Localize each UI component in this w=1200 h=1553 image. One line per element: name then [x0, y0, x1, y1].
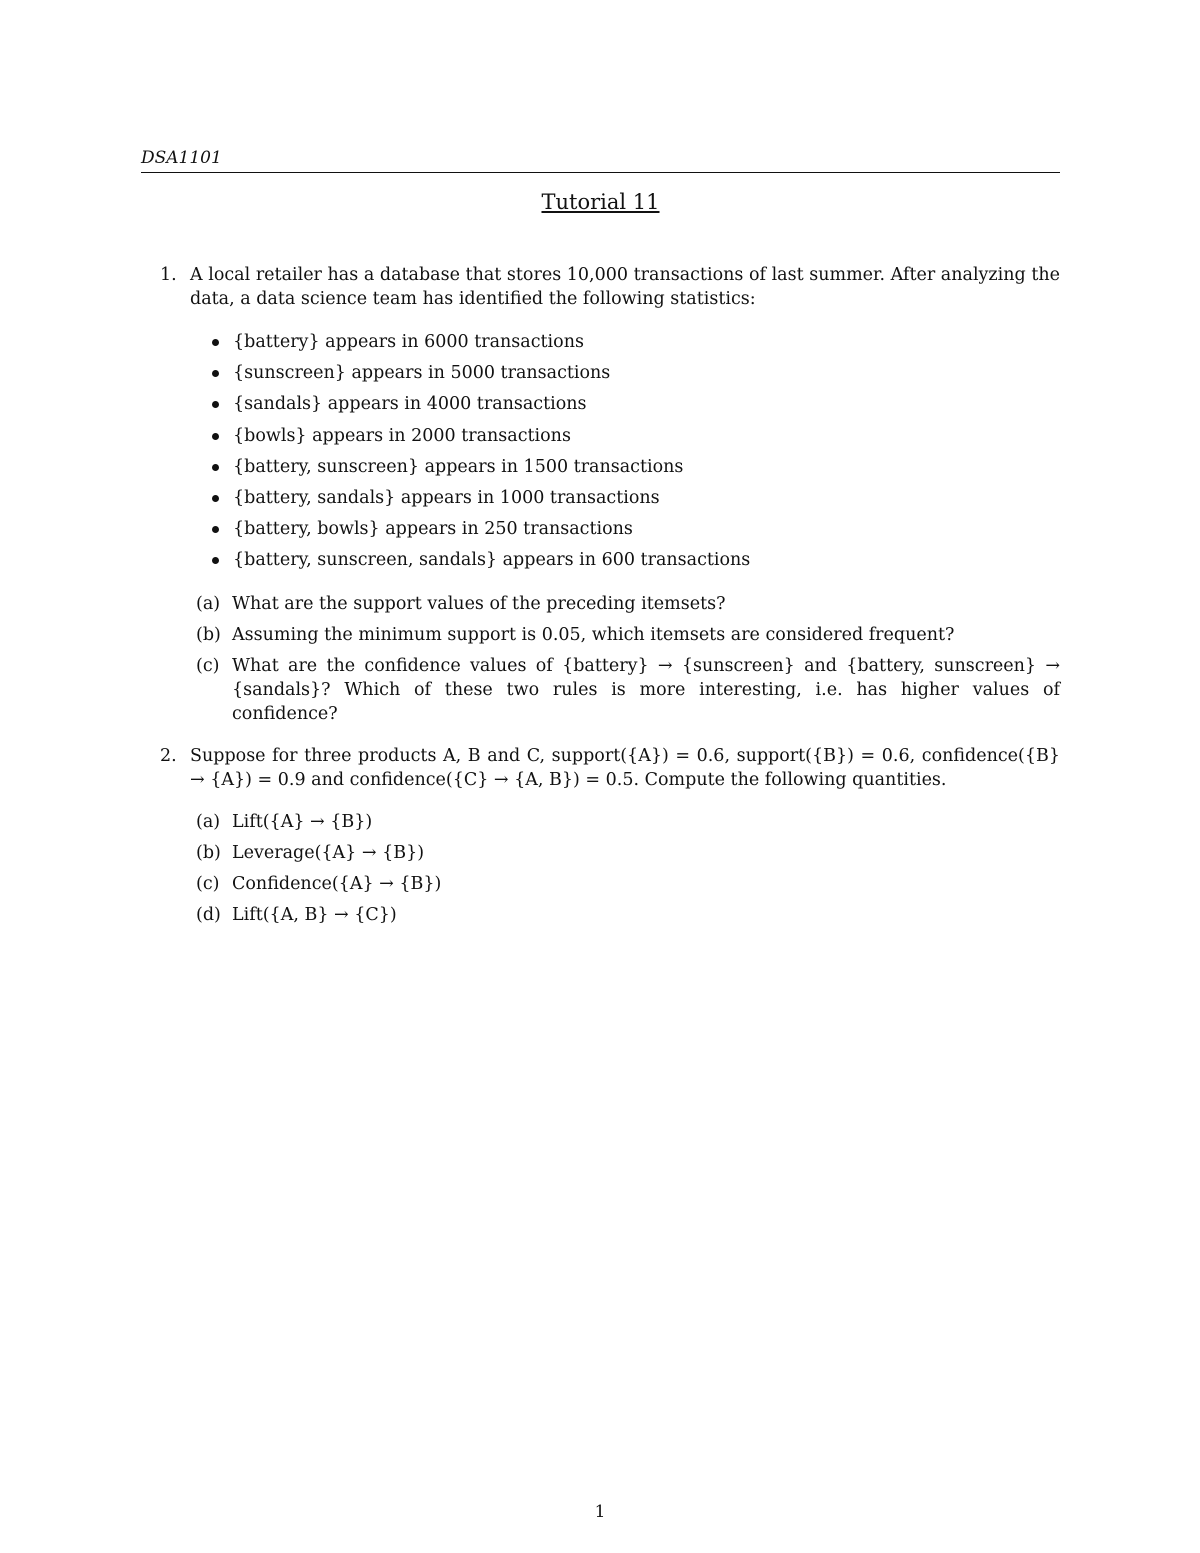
sub-question-label: (b)	[196, 843, 221, 863]
problem-1	[160, 263, 1060, 311]
page-header	[141, 146, 1060, 173]
bullet-icon	[212, 557, 219, 564]
sub-question-text: Lift({A} → {B})	[232, 812, 373, 832]
list-item-text: {battery} appears in 6000 transactions	[233, 332, 584, 352]
title-text: Tutorial 11	[541, 190, 660, 214]
sub-question-label: (d)	[196, 905, 221, 925]
sub-question	[196, 654, 1060, 726]
bullet-icon	[212, 339, 219, 346]
bullet-icon	[212, 433, 219, 440]
sub-question	[196, 903, 1060, 927]
problem-2-parts	[196, 810, 1060, 934]
list-item-text: {bowls} appears in 2000 transactions	[233, 425, 571, 446]
list-item	[212, 330, 1060, 361]
sub-question-text: What are the confidence values of {battery} → {sunscreen} and {battery, sunscreen} → {sandals}? Which of these two rules is more interesting, i.e. has higher values of confidence?	[232, 656, 1060, 724]
list-item	[212, 361, 1060, 392]
sub-question	[196, 623, 1060, 647]
bullet-icon	[212, 495, 219, 502]
problem-1-parts	[196, 592, 1060, 733]
sub-question	[196, 841, 1060, 865]
list-item-text: {battery, sandals} appears in 1000 transactions	[233, 487, 660, 508]
list-item	[212, 517, 1060, 548]
sub-question	[196, 592, 1060, 616]
list-item	[212, 548, 1060, 579]
list-item-text: {battery, bowls} appears in 250 transactions	[233, 519, 633, 540]
bullet-icon	[212, 370, 219, 377]
list-item	[212, 486, 1060, 517]
page-number: 1	[594, 1502, 606, 1522]
sub-question	[196, 872, 1060, 896]
sub-question	[196, 810, 1060, 834]
bullet-icon	[212, 464, 219, 471]
sub-question-label: (b)	[196, 625, 221, 645]
page-title	[141, 190, 1060, 214]
problem-number: 1.	[160, 265, 177, 285]
problem-number: 2.	[160, 746, 177, 766]
list-item	[212, 424, 1060, 455]
course-code: DSA1101	[141, 148, 222, 168]
sub-question-text: Confidence({A} → {B})	[232, 874, 442, 894]
list-item	[212, 392, 1060, 423]
sub-question-text: Lift({A, B} → {C})	[232, 905, 397, 925]
sub-question-text: Leverage({A} → {B})	[232, 843, 425, 863]
problem-intro: Suppose for three products A, B and C, support({A}) = 0.6, support({B}) = 0.6, confidence({B} → {A}) = 0.9 and confidence({C} → {A, B}) = 0.5. Compute the following quantities.	[190, 746, 1060, 790]
list-item-text: {battery, sunscreen} appears in 1500 transactions	[233, 456, 684, 477]
statistics-list	[212, 330, 1060, 580]
list-item-text: {battery, sunscreen, sandals} appears in 600 transactions	[233, 550, 751, 571]
problem-intro: A local retailer has a database that stores 10,000 transactions of last summer. After analyzing the data, a data science team has identified the following statistics:	[190, 265, 1060, 309]
sub-question-text: What are the support values of the preceding itemsets?	[232, 594, 726, 614]
list-item	[212, 455, 1060, 486]
sub-question-label: (c)	[196, 874, 220, 894]
bullet-icon	[212, 401, 219, 408]
sub-question-label: (a)	[196, 594, 221, 614]
list-item-text: {sandals} appears in 4000 transactions	[233, 394, 587, 415]
sub-question-label: (a)	[196, 812, 221, 832]
list-item-text: {sunscreen} appears in 5000 transactions	[233, 363, 611, 384]
sub-question-label: (c)	[196, 656, 220, 676]
problem-2	[160, 744, 1060, 792]
bullet-icon	[212, 526, 219, 533]
sub-question-text: Assuming the minimum support is 0.05, which itemsets are considered frequent?	[232, 625, 955, 645]
